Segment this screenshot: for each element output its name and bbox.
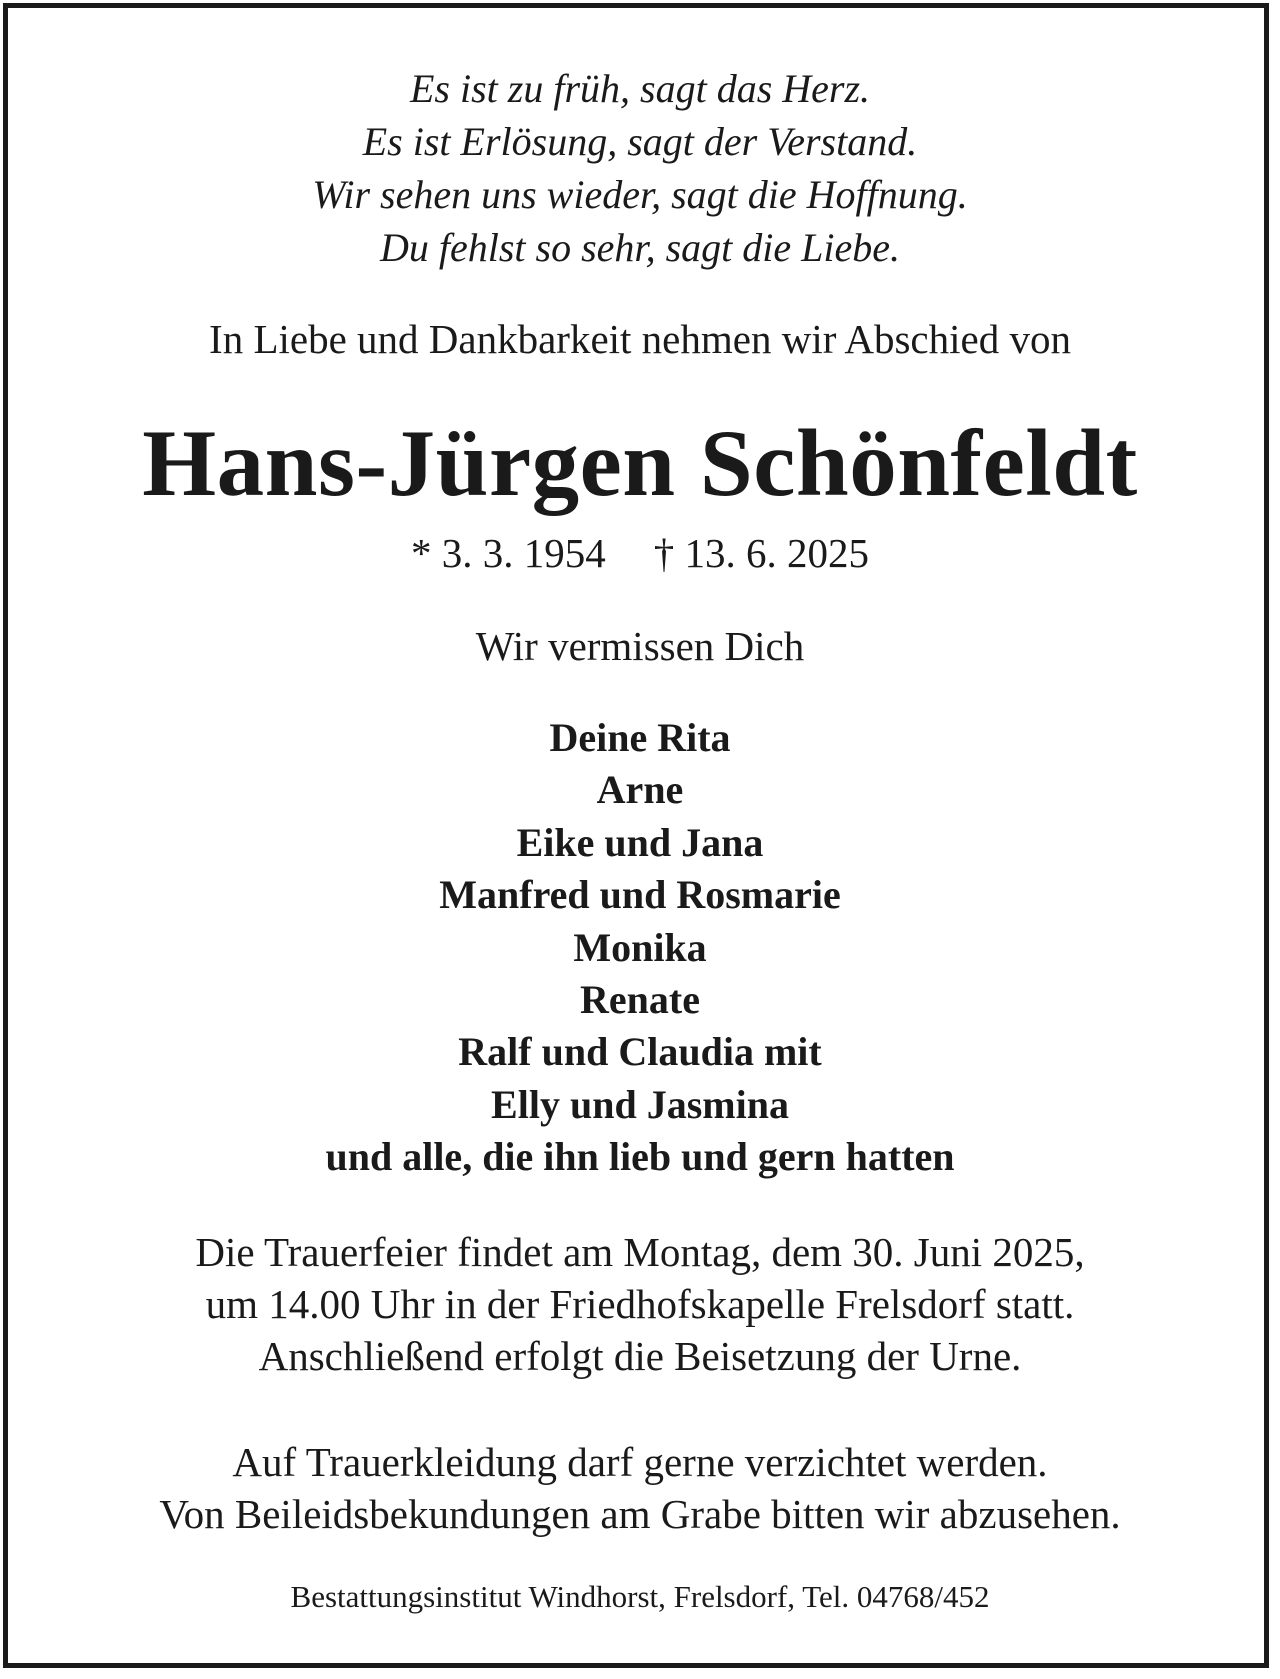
deceased-name: Hans-Jürgen Schönfeldt	[142, 410, 1138, 516]
note-line: Von Beileidsbekundungen am Grabe bitten wir abzusehen.	[159, 1491, 1121, 1537]
mourner-line: Elly und Jasmina	[491, 1081, 789, 1127]
miss-text: Wir vermissen Dich	[475, 623, 805, 669]
service-line: Anschließend erfolgt die Beisetzung der Urne.	[258, 1333, 1022, 1379]
mourners-list	[0, 712, 1280, 1184]
verse-line: Es ist Erlösung, sagt der Verstand.	[362, 119, 918, 164]
verse-line: Wir sehen uns wieder, sagt die Hoffnung.	[312, 172, 968, 217]
service-line: um 14.00 Uhr in der Friedhofskapelle Frelsdorf statt.	[205, 1281, 1075, 1327]
service-info	[0, 1226, 1280, 1382]
verse	[0, 62, 1280, 274]
death-date: † 13. 6. 2025	[653, 530, 869, 576]
intro-text: In Liebe und Dankbarkeit nehmen wir Abschied von	[209, 316, 1071, 362]
notes	[0, 1436, 1280, 1540]
birth-date: * 3. 3. 1954	[411, 530, 606, 576]
mourner-line: Renate	[580, 977, 700, 1023]
note-line: Auf Trauerkleidung darf gerne verzichtet werden.	[232, 1439, 1048, 1485]
verse-line: Du fehlst so sehr, sagt die Liebe.	[380, 225, 900, 270]
verse-line: Es ist zu früh, sagt das Herz.	[409, 66, 871, 111]
funeral-home-footer: Bestattungsinstitut Windhorst, Frelsdorf, Tel. 04768/452	[290, 1579, 990, 1614]
life-dates	[0, 528, 1280, 578]
mourner-line: Deine Rita	[549, 715, 731, 760]
service-line: Die Trauerfeier findet am Montag, dem 30. Juni 2025,	[195, 1229, 1085, 1275]
mourner-line: Monika	[573, 924, 707, 970]
mourner-line: und alle, die ihn lieb und gern hatten	[325, 1134, 955, 1180]
mourner-line: Ralf und Claudia mit	[458, 1029, 822, 1075]
mourner-line: Manfred und Rosmarie	[439, 872, 841, 918]
mourner-line: Arne	[596, 767, 684, 813]
mourner-line: Eike und Jana	[516, 819, 764, 865]
